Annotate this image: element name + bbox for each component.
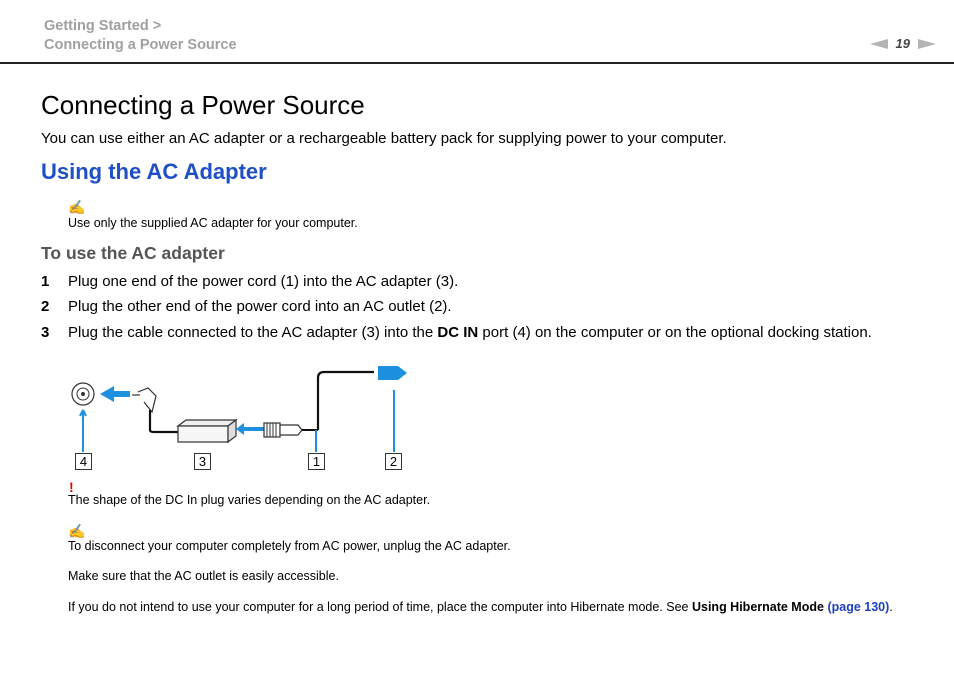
dc-in-port-icon: [72, 383, 94, 405]
hibernate-term: Using Hibernate Mode: [691, 600, 824, 614]
dc-cable: [150, 410, 178, 432]
caution-icon: !: [69, 479, 74, 495]
step-number: 1: [41, 273, 50, 290]
breadcrumb-parent[interactable]: Getting Started >: [44, 18, 162, 34]
page-130-link[interactable]: (page 130): [827, 600, 890, 614]
step-text: Plug the cable connected to the AC adapter (3) into the DC IN port (4) on the computer or on the optional docking station.: [68, 324, 872, 341]
note-outlet: Make sure that the AC outlet is easily accessible.: [68, 569, 339, 583]
intro-text: You can use either an AC adapter or a rechargeable battery pack for supplying power to your computer.: [41, 130, 727, 147]
ac-adapter-icon: [178, 420, 236, 442]
note-disconnect: To disconnect your computer completely from AC power, unplug the AC adapter.: [68, 539, 511, 553]
header-divider: [0, 62, 954, 64]
figure-label-3: 3: [194, 453, 211, 470]
right-to-left-arrow-icon: [236, 423, 264, 435]
step-2: [41, 298, 452, 315]
outlet-arrow-icon: [378, 366, 407, 380]
step-number: 2: [41, 298, 50, 315]
ac-adapter-diagram: [68, 360, 418, 475]
note-text: Use only the supplied AC adapter for your computer.: [68, 216, 358, 230]
page-title: Connecting a Power Source: [41, 90, 365, 120]
step-text: Plug the other end of the power cord into an AC outlet (2).: [68, 298, 452, 315]
power-cord-plug-icon: [264, 423, 318, 437]
breadcrumb: [44, 17, 237, 55]
figure-label-4: 4: [75, 453, 92, 470]
figure-label-2: 2: [385, 453, 402, 470]
next-page-icon[interactable]: [918, 39, 936, 49]
page-number: 19: [895, 36, 910, 51]
section-heading: Using the AC Adapter: [41, 159, 267, 184]
pencil-note-icon: ✍: [68, 199, 86, 215]
step-3: [41, 324, 872, 341]
dc-in-term: DC IN: [437, 324, 479, 341]
figure-label-1: 1: [308, 453, 325, 470]
step-text: Plug one end of the power cord (1) into the AC adapter (3).: [68, 273, 459, 290]
step-number: 3: [41, 324, 50, 341]
power-cord: [318, 372, 374, 430]
breadcrumb-current[interactable]: Connecting a Power Source: [44, 37, 237, 53]
caution-text: The shape of the DC In plug varies depending on the AC adapter.: [68, 493, 431, 507]
previous-page-icon[interactable]: [870, 39, 888, 49]
note-hibernate: If you do not intend to use your computer for a long period of time, place the computer into Hibernate mode. See Using Hibernate Mode (page 130).: [68, 600, 893, 614]
dc-plug-icon: [132, 388, 156, 412]
left-arrow-icon: [100, 386, 130, 402]
pencil-note-icon: ✍: [68, 523, 86, 539]
step-1: [41, 273, 458, 290]
page-navigation: [870, 36, 936, 51]
procedure-heading: To use the AC adapter: [41, 243, 225, 263]
